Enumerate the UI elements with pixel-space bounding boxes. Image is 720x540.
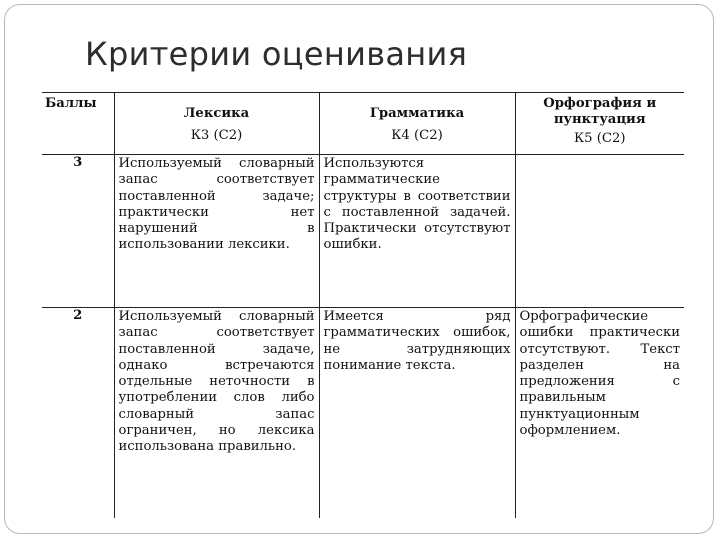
row-lexis-cell [114,308,319,519]
row-lexis-text: Используемый словарный запас соответствует поставленной задаче, однако встречаются отдельные неточности в употреблении слов либо словарный запас ограничен, но лексика использована правильно. [118,309,315,455]
row-lexis-cell [114,155,319,308]
row-grammar-cell [319,308,515,519]
table-row [42,155,684,308]
header-lexis-code: К3 (С2) [190,128,243,144]
row-score: 2 [42,308,114,519]
header-spelling-code: К5 (С2) [573,130,626,146]
slide-title: Критерии оценивания [85,35,468,73]
criteria-table [42,92,684,518]
row-grammar-text: Используются грамматические структуры в соответствии с поставленной задачей. Практически отсутствуют ошибки. [323,156,511,253]
row-grammar-text: Имеется ряд грамматических ошибок, не затрудняющих понимание текста. [323,309,511,373]
row-score: 3 [42,155,114,308]
header-grammar [319,93,515,155]
header-lexis [114,93,319,155]
slide [4,4,714,534]
row-grammar-cell [319,155,515,308]
header-score [42,93,114,155]
row-spelling-cell [515,308,684,519]
row-spelling-cell [515,155,684,308]
table-header-row [42,93,684,155]
header-grammar-code: К4 (С2) [391,128,443,144]
table-row [42,308,684,519]
header-score-label: Баллы [45,96,97,111]
row-spelling-text: Орфографические ошибки практически отсутствуют. Текст разделен на предложения с правильным пунктуационным оформлением. [519,309,680,439]
header-spelling [515,93,684,155]
row-spelling-text [520,155,681,156]
header-lexis-label: Лексика [183,106,250,121]
criteria-table-scan [38,92,686,518]
row-lexis-text: Используемый словарный запас соответствует поставленной задаче; практически нет нарушений в использовании лексики. [118,156,315,253]
header-spelling-label: Орфография и пунктуация [543,96,657,128]
header-grammar-label: Грамматика [369,106,465,121]
